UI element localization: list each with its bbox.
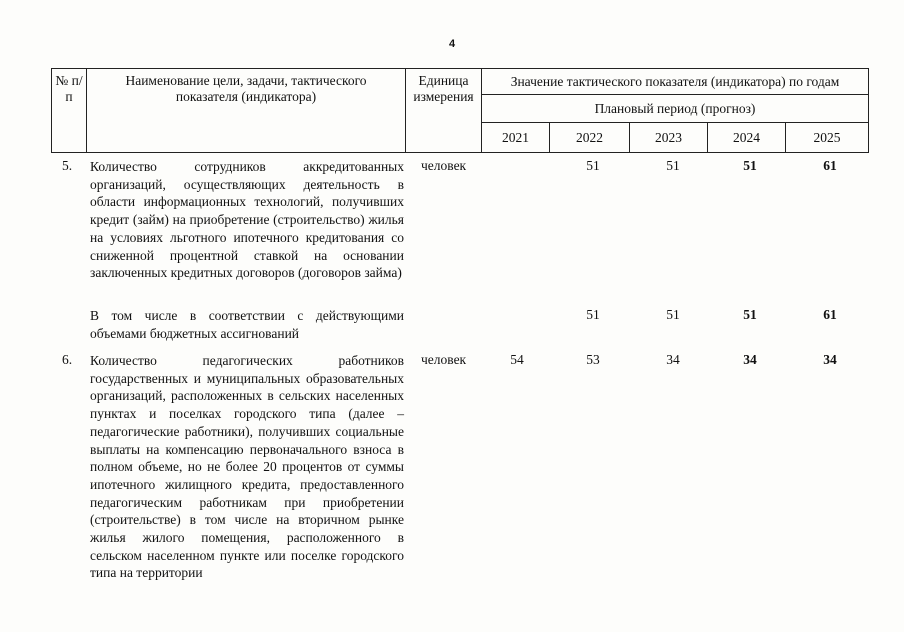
row-5-value-2024: 51: [743, 158, 757, 173]
header-unit: Единица измерения: [406, 69, 482, 153]
page-number: 4: [448, 38, 456, 50]
row-6-number: 6.: [62, 352, 73, 367]
header-value-title: Значение тактического показателя (индикатора) по годам: [482, 69, 869, 95]
row-6-value-2022: 53: [586, 352, 600, 367]
header-year-2024: 2024: [708, 123, 786, 153]
row-6-unit: человек: [421, 352, 467, 367]
header-name: Наименование цели, задачи, тактического показателя (индикатора): [87, 69, 406, 153]
row-5-value-2022: 51: [586, 158, 600, 173]
row-5-subtotal-value-2022: 51: [586, 307, 600, 322]
row-5-subtotal-description: В том числе в соответствии с действующими объемами бюджетных ассигнований: [90, 308, 404, 341]
row-5-value-2023: 51: [666, 158, 680, 173]
header-no: № п/п: [52, 69, 87, 153]
header-plan-period: Плановый период (прогноз): [482, 95, 869, 123]
row-5-subtotal-value-2024: 51: [743, 307, 757, 322]
row-6-value-2024: 34: [743, 352, 757, 367]
indicator-table-header: [51, 68, 869, 153]
row-5-unit: человек: [421, 158, 467, 173]
header-year-2021: 2021: [482, 123, 550, 153]
row-5-subtotal-value-2025: 61: [823, 307, 837, 322]
row-5-number: 5.: [62, 158, 73, 173]
row-6-value-2023: 34: [666, 352, 680, 367]
header-year-2022: 2022: [550, 123, 630, 153]
row-6-description: Количество педагогических работников государственных и муниципальных образовательных организаций, расположенных в сельских населенных пунктах и поселках городского типа (далее – педагогические работники), получивших социальные выплаты на компенсацию первоначального взноса в полном объеме, но не более 20 процентов от суммы ипотечного жилищного кредита, предоставленного педагогическим работникам при приобретении (строительстве) в том числе на вторичном рынке жилья жилого помещения, расположенного в сельском населенном пункте или поселке городского типа на территории: [90, 353, 404, 581]
row-5-value-2025: 61: [823, 158, 837, 173]
header-year-2025: 2025: [786, 123, 869, 153]
row-5-subtotal-value-2023: 51: [666, 307, 680, 322]
row-6-value-2025: 34: [823, 352, 837, 367]
row-5-description: Количество сотрудников аккредитованных организаций, осуществляющих деятельность в области информационных технологий, получивших кредит (займ) на приобретение (строительство) жилья на условиях льготного ипотечного кредитования со сниженной процентной ставкой на основании заключенных кредитных договоров (договоров займа): [90, 159, 404, 281]
row-6-value-2021: 54: [510, 352, 524, 367]
header-year-2023: 2023: [630, 123, 708, 153]
